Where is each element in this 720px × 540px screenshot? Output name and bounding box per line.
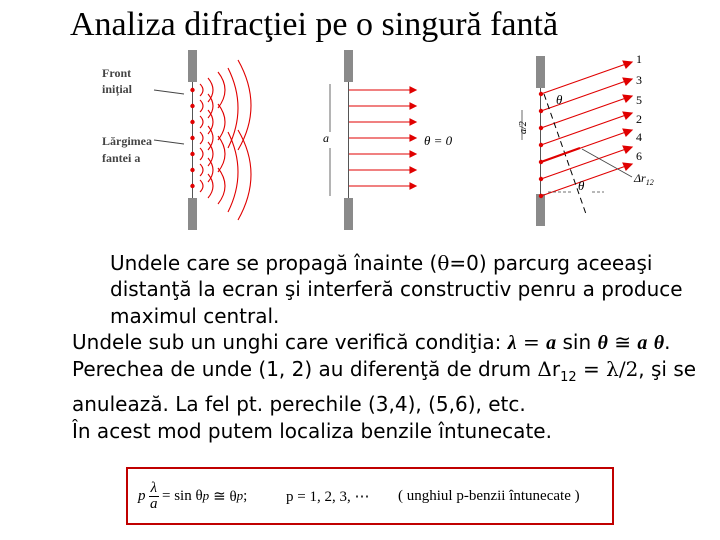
path-difference-segment [541,148,580,162]
slit-wavefront-figure [96,50,266,230]
formula-main: p $\frac{\lambda}{a}$ = sin θ p ≅ θ p ; [138,479,248,512]
slit-top-block [344,50,353,82]
ray-number: 3 [636,73,642,87]
dark-band-formula [126,467,614,525]
width-label-1: Lărgimea [102,134,152,148]
slit-top-block [536,56,545,88]
ray-number: 4 [636,130,642,144]
slide-title: Analiza difracţiei pe o singură fantă [70,6,559,43]
parallel-rays [349,87,416,189]
ray-number-labels [636,52,642,163]
slit-bottom-block [344,198,353,230]
angled-rays-figure [508,50,708,230]
paragraph-condition: Undele sub un unghi care verifică condiţia: λ = a sin θ ≅ a θ. Perechea de unde (1, 2) au diferenţă de drum $\Delta r_{12} = \lambda/2$, şi se anulează. La fel pt. perechile (3,4), (5,6), etc. [72,329,697,417]
theta-label: θ [556,92,563,107]
slit-bottom-block [536,194,545,226]
straight-rays-figure [318,50,478,230]
wavelets [200,60,251,220]
formula-note: ( unghiul p-benzii întunecate ) [398,487,580,504]
ray-number: 2 [636,112,642,126]
slit-bottom-block [188,198,197,230]
paragraph-central-maximum: Undele care se propagă înainte (θ=0) parcurg aceeaşi distanţă la ecran şi interferă constructiv penru a produce maximul central. [110,251,683,328]
paragraph-dark-bands: În acest mod putem localiza benzile întunecate. [72,418,552,443]
a-label: a [323,131,329,145]
theta-zero-label: θ = 0 [424,133,453,148]
slit-top-block [188,50,197,82]
delta-r-label: $\Delta r_{12}$ [634,171,654,187]
front-label-2: inițial [102,82,133,96]
ray-number: 6 [636,149,642,163]
angled-rays [541,61,632,196]
theta-bottom-label: θ [578,178,585,193]
ray-number: 5 [636,93,642,107]
front-label-1: Front [102,66,132,80]
formula-values: p = 1, 2, 3, ⋯ [286,488,370,505]
width-label-2: fantei a [102,151,141,165]
explanation-text [72,250,712,444]
half-a-label: a/2 [518,121,529,134]
lambda-over-a: $\frac{\lambda}{a}$ [150,479,158,512]
ray-number: 1 [636,52,642,66]
